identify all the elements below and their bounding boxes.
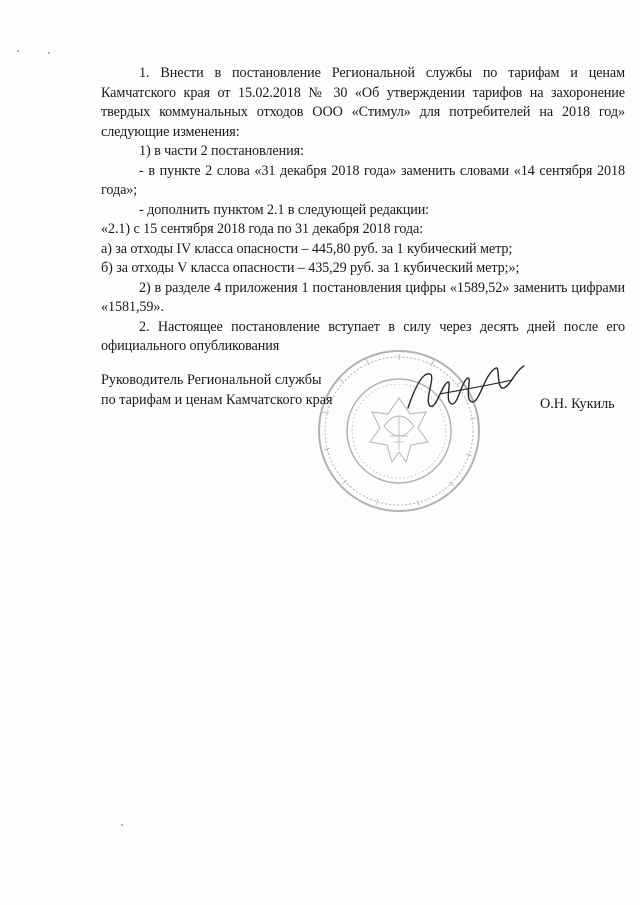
handwritten-signature: [400, 360, 530, 420]
paragraph-item-1: 1. Внести в постановление Региональной службы по тарифам и ценам Камчатского края от 15.02.2018 № 30 «Об утверждении тарифов на захоронение твердых коммунальных отходов ООО «Стимул» для потребителей на 2018 год» следующие изменения:: [101, 65, 625, 140]
signatory-name: О.Н. Кукиль: [540, 396, 615, 412]
position-line-2: по тарифам и ценам Камчатского края: [101, 392, 333, 408]
paragraph-replace-date: - в пункте 2 слова «31 декабря 2018 года» заменить словами «14 сентября 2018 года»;: [101, 162, 625, 198]
paragraph-clause-2-1: «2.1) с 15 сентября 2018 года по 31 декабря 2018 года:: [101, 221, 424, 237]
signature-position: [101, 370, 333, 410]
scan-speck: [48, 52, 50, 54]
paragraph-class-v: б) за отходы V класса опасности – 435,29 руб. за 1 кубический метр;»;: [101, 260, 520, 276]
paragraph-item-2: 2. Настоящее постановление вступает в силу через десять дней после его официального опубликования: [101, 318, 625, 354]
paragraph-subitem-2: 2) в разделе 4 приложения 1 постановления цифры «1589,52» заменить цифрами «1581,59».: [101, 279, 625, 315]
scan-speck: [17, 50, 19, 52]
paragraph-add-clause: - дополнить пунктом 2.1 в следующей редакции:: [139, 201, 430, 218]
document-body: [101, 64, 625, 357]
scan-speck: [121, 824, 123, 826]
paragraph-subitem-1: 1) в части 2 постановления:: [139, 143, 304, 159]
paragraph-class-iv: а) за отходы IV класса опасности – 445,80 руб. за 1 кубический метр;: [101, 240, 513, 257]
position-line-1: Руководитель Региональной службы: [101, 372, 322, 388]
